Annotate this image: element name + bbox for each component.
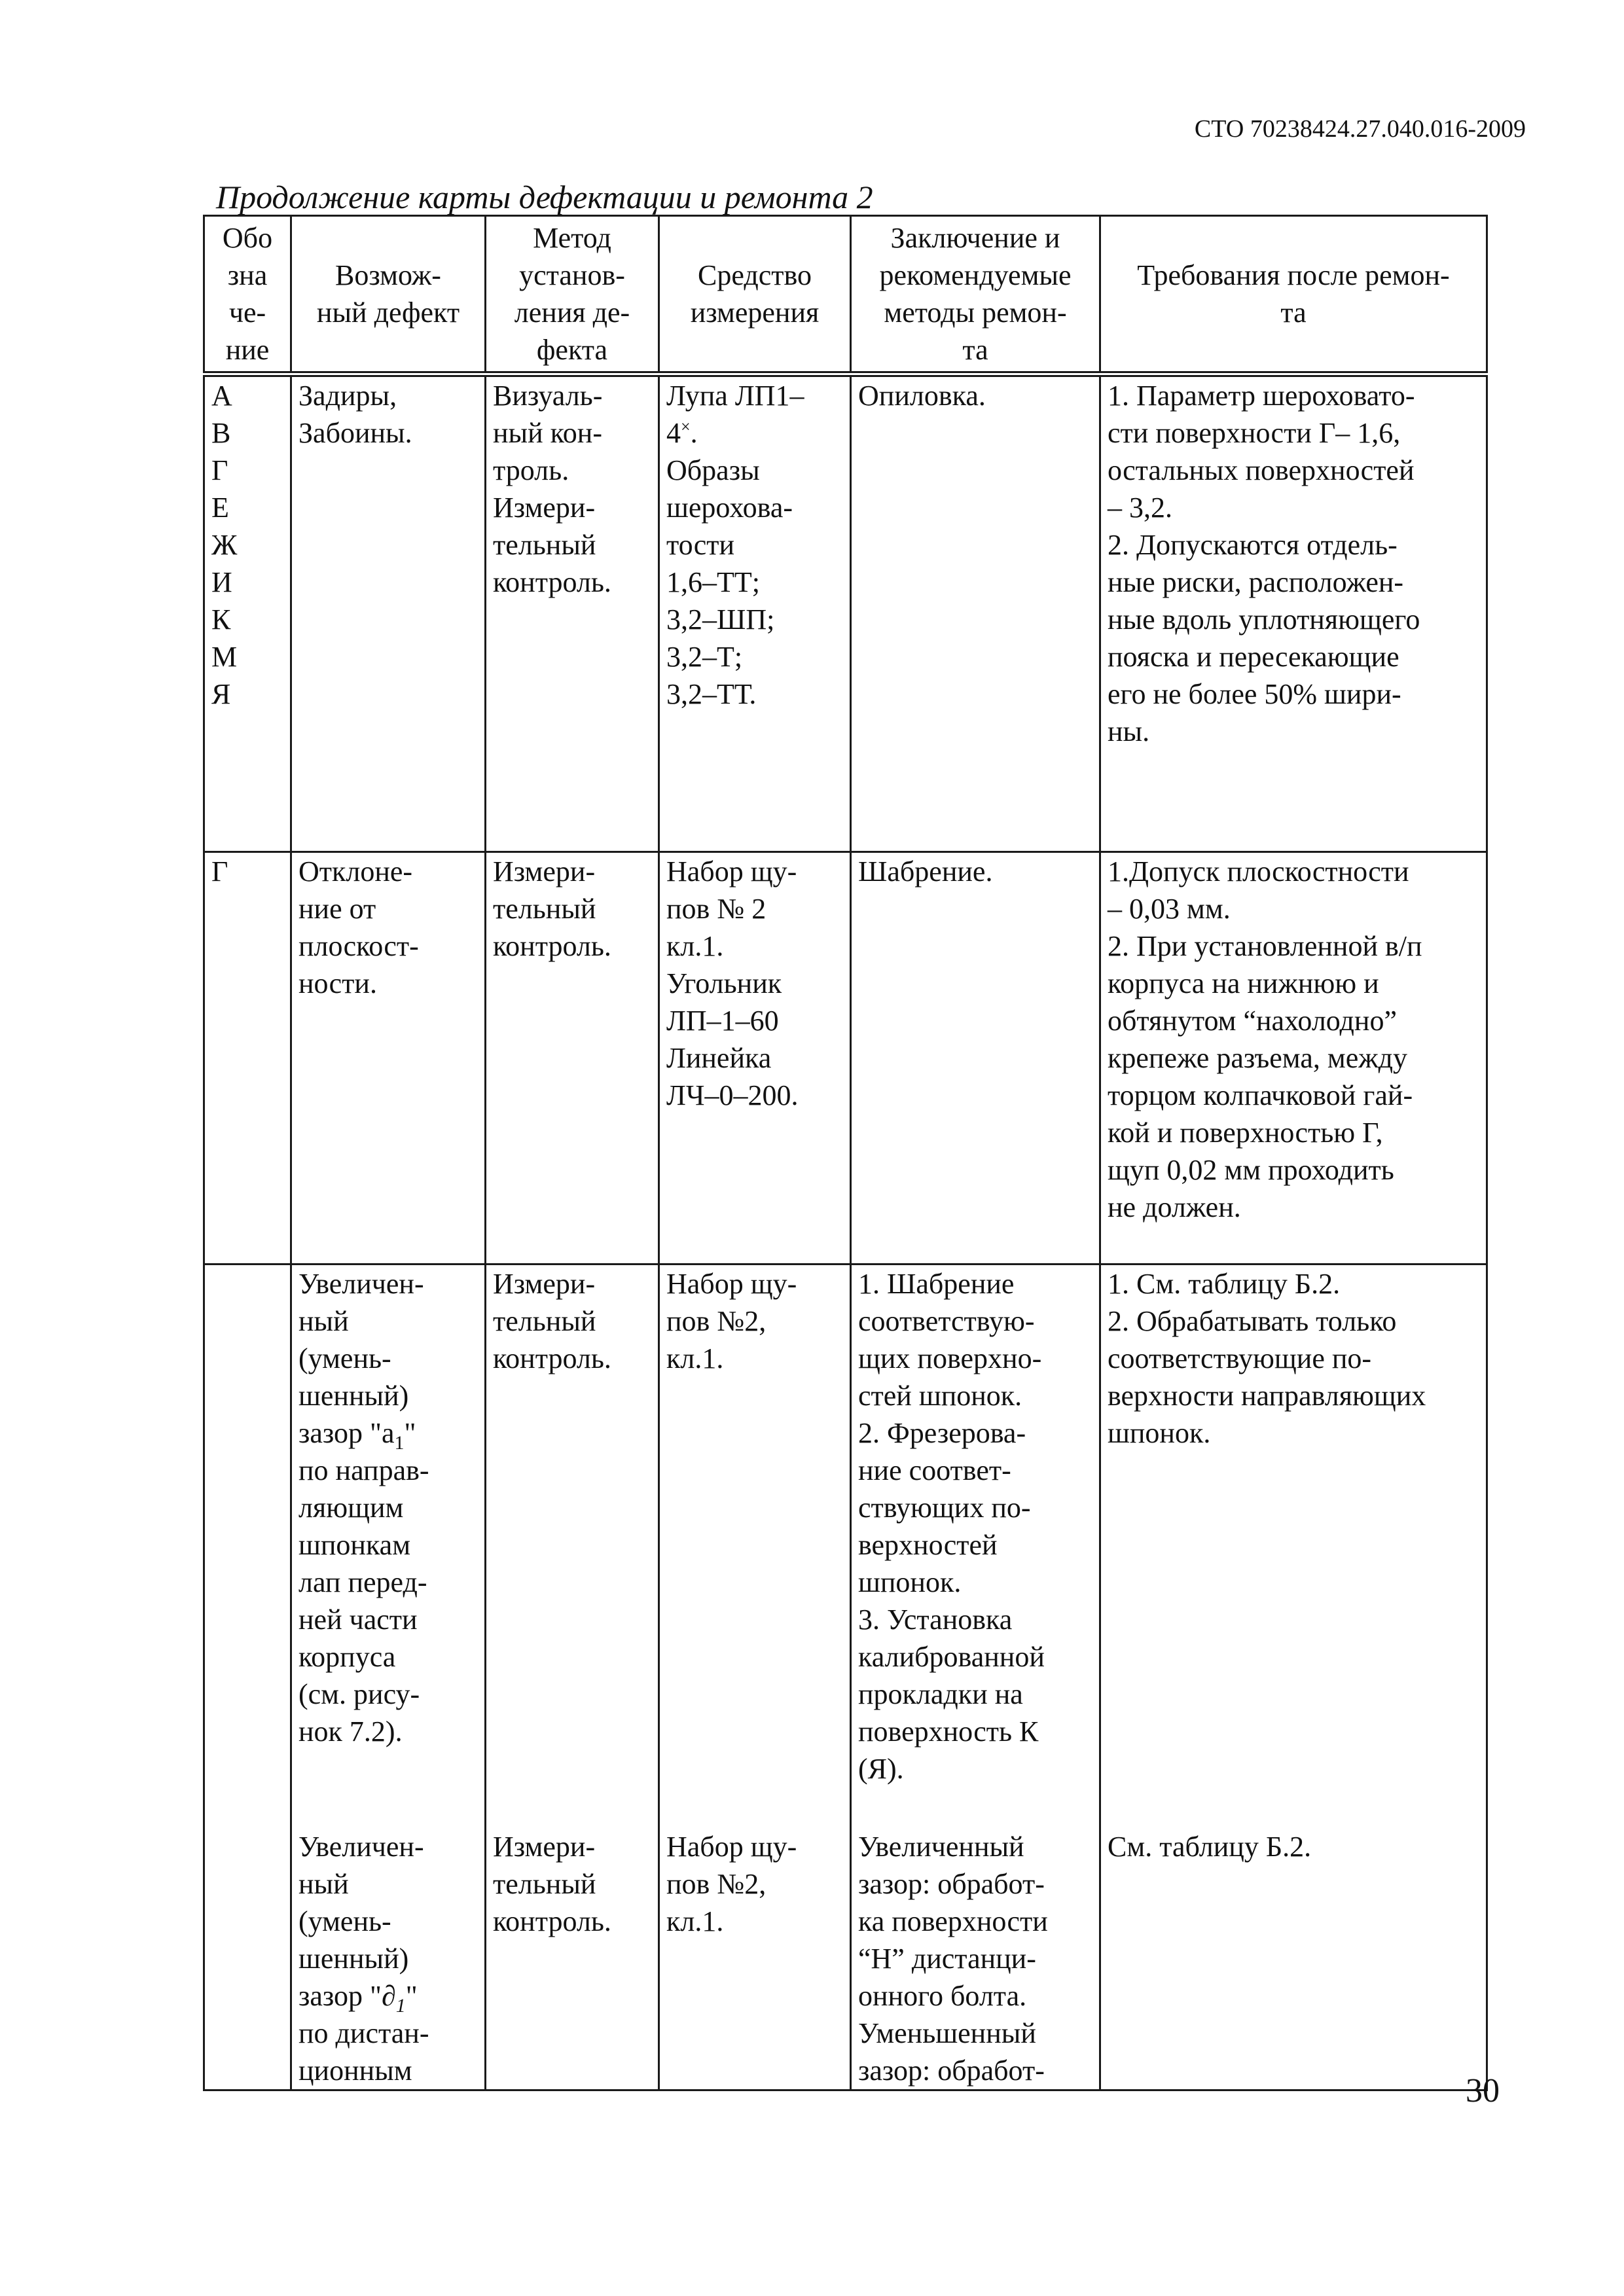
cell-conclusion: Шабрение. [851, 852, 1100, 1265]
header-detection-method: Метод установ- ления де- фекта [486, 216, 659, 374]
cell-designation [204, 1265, 291, 2090]
cell-designation: А В Г Е Ж И К М Я [204, 374, 291, 852]
header-conclusion: Заключение и рекомендуемые методы ремон- та [851, 216, 1100, 374]
cell-defect: Отклоне- ние от плоскост- ности. [291, 852, 486, 1265]
defect-repair-table [203, 215, 1488, 2091]
cell-measuring-means: Лупа ЛП1– 4×. Образы шерохова- тости 1,6–ТТ; 3,2–ШП; 3,2–Т; 3,2–ТТ. [659, 374, 851, 852]
cell-measuring-means: Набор щу- пов № 2 кл.1. Угольник ЛП–1–60 Линейка ЛЧ–0–200. [659, 852, 851, 1265]
cell-method: Визуаль- ный кон- троль. Измери- тельный контроль. [486, 374, 659, 852]
table-row [204, 374, 1487, 852]
table-header-row [204, 216, 1487, 374]
header-designation: Обо зна че- ние [204, 216, 291, 374]
cell-measuring-means: Набор щу- пов №2, кл.1. [659, 1827, 851, 2090]
cell-requirements: 1.Допуск плоскостности – 0,03 мм. 2. При установленной в/п корпуса на нижнюю и обтянутом “нахолодно” крепеже разъема, между торцом колпачковой гай- кой и поверхностью Г, щуп 0,02 мм проходить не должен. [1100, 852, 1487, 1265]
table-row [204, 852, 1487, 1265]
cell-defect: Задиры, Забоины. [291, 374, 486, 852]
cell-method: Измери- тельный контроль. [486, 1827, 659, 2090]
cell-conclusion: Увеличенный зазор: обработ- ка поверхности “Н” дистанци- онного болта. Уменьшенный зазор: обработ- [851, 1827, 1100, 2090]
cell-requirements: 1. См. таблицу Б.2. 2. Обрабатывать только соответствующие по- верхности направляющих шпонок. [1100, 1265, 1487, 1827]
cell-defect: Увеличен- ный (умень- шенный) зазор "$\partial_1$" по дистан- ционным [291, 1827, 486, 2090]
cell-requirements: 1. Параметр шероховато- сти поверхности Г– 1,6, остальных поверхностей – 3,2. 2. Допускаются отдель- ные риски, расположен- ные вдоль уплотняющего пояска и пересекающие его не более 50% шири- ны. [1100, 374, 1487, 852]
cell-conclusion: 1. Шабрение соответствую- щих поверхно- стей шпонок. 2. Фрезерова- ние соответ- ствующих по- верхностей шпонок. 3. Установка калиброванной прокладки на поверхность К (Я). [851, 1265, 1100, 1827]
header-measuring-means: Средство измерения [659, 216, 851, 374]
document-code: СТО 70238424.27.040.016-2009 [1194, 115, 1526, 143]
table-row [204, 1827, 1487, 2090]
table-caption: Продолжение карты дефектации и ремонта 2 [216, 179, 873, 215]
cell-method: Измери- тельный контроль. [486, 1265, 659, 1827]
cell-conclusion: Опиловка. [851, 374, 1100, 852]
header-possible-defect: Возмож- ный дефект [291, 216, 486, 374]
cell-measuring-means: Набор щу- пов №2, кл.1. [659, 1265, 851, 1827]
cell-requirements: См. таблицу Б.2. [1100, 1827, 1487, 2090]
page-number: 30 [1466, 2072, 1500, 2109]
table-row [204, 1265, 1487, 1827]
cell-defect: Увеличен- ный (умень- шенный) зазор "$a_1$" по направ- ляющим шпонкам лап перед- ней части корпуса (см. рису- нок 7.2). [291, 1265, 486, 1827]
header-requirements: Требования после ремон- та [1100, 216, 1487, 374]
cell-designation: Г [204, 852, 291, 1265]
cell-method: Измери- тельный контроль. [486, 852, 659, 1265]
